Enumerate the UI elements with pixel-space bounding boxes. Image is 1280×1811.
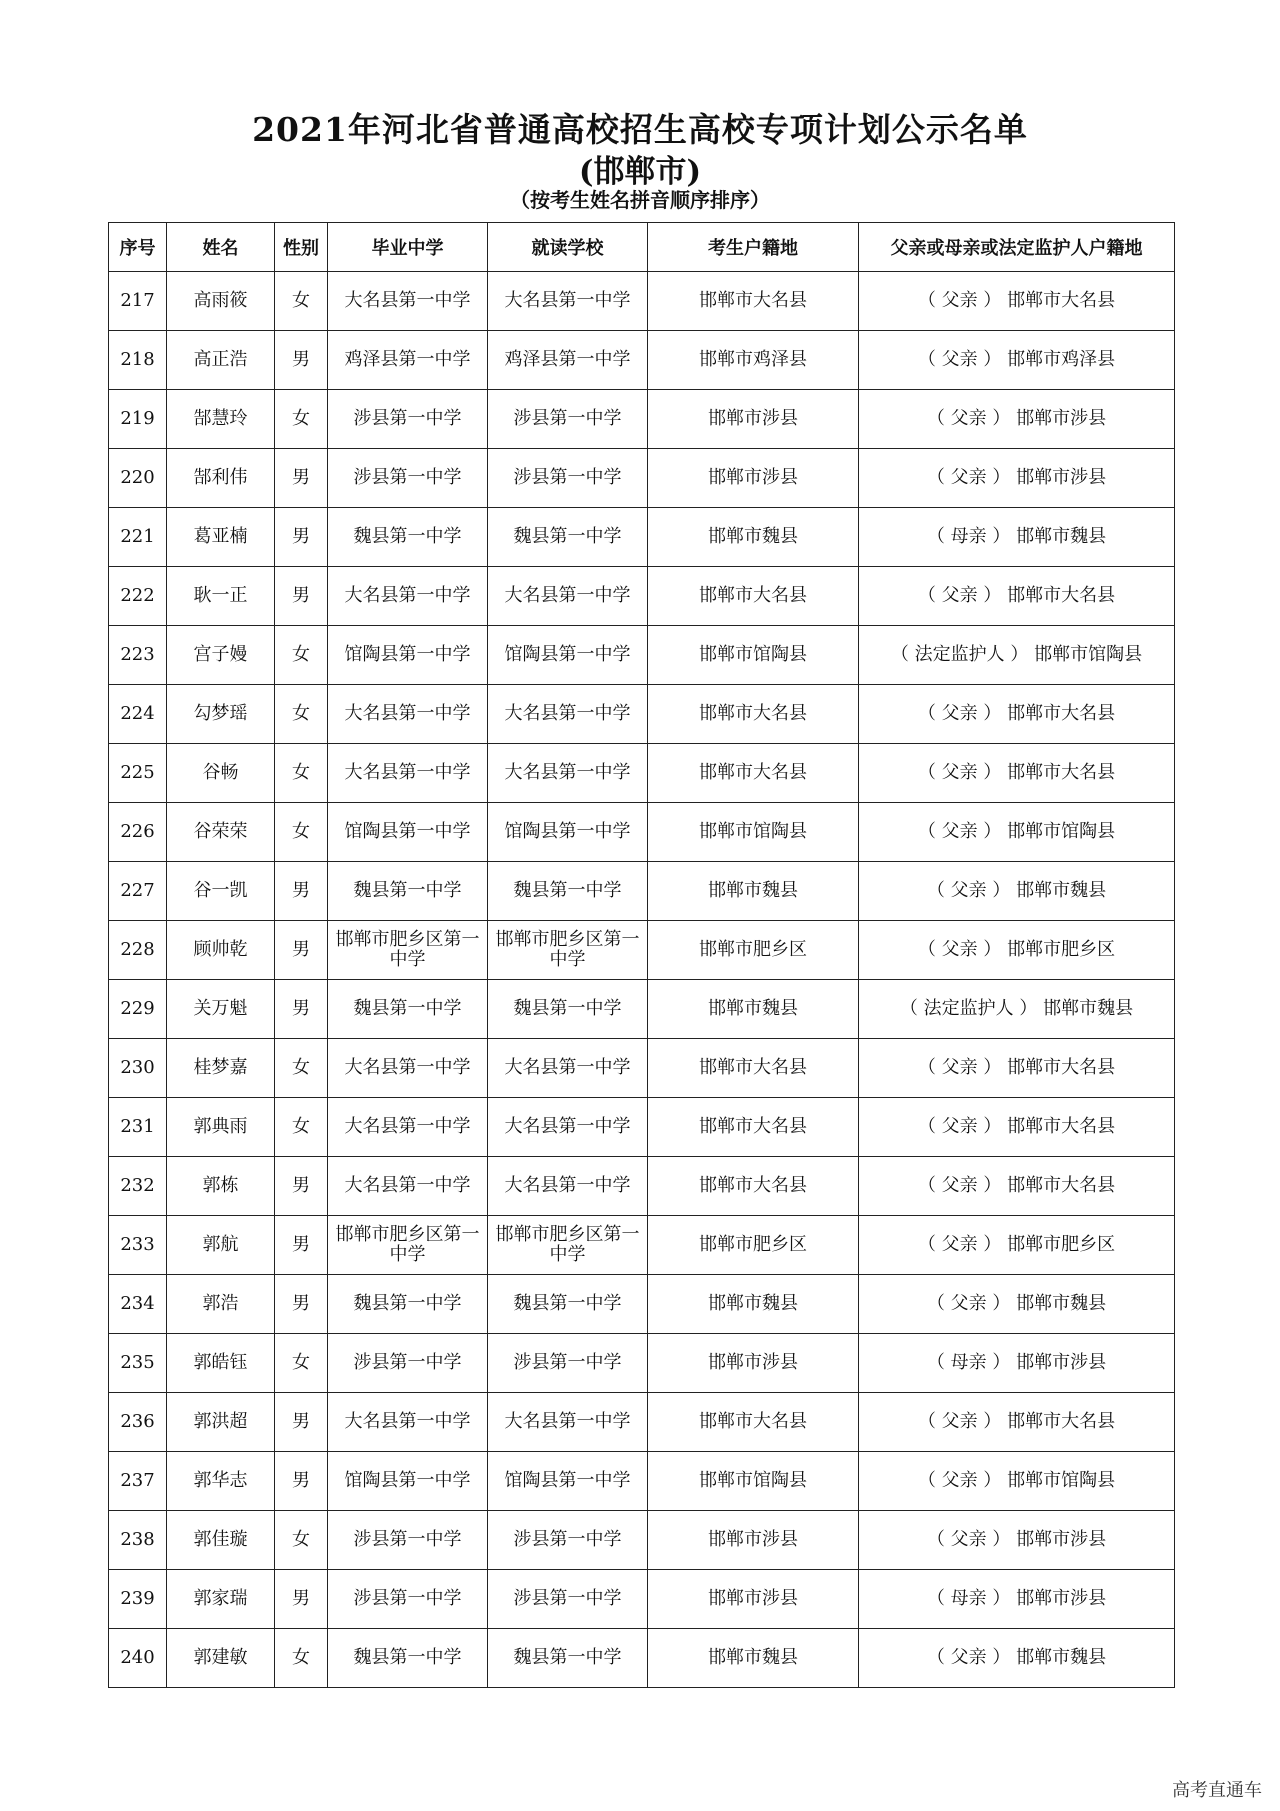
cell-guardian-household: （ 父亲 ） 邯郸市涉县 — [859, 449, 1175, 508]
cell-gender: 女 — [275, 390, 328, 449]
cell-gender: 女 — [275, 685, 328, 744]
cell-graduated-school: 涉县第一中学 — [328, 1570, 488, 1629]
cell-graduated-school: 魏县第一中学 — [328, 1629, 488, 1688]
cell-number: 222 — [109, 567, 167, 626]
cell-guardian-household: （ 父亲 ） 邯郸市肥乡区 — [859, 921, 1175, 980]
cell-graduated-school: 馆陶县第一中学 — [328, 803, 488, 862]
cell-graduated-school: 馆陶县第一中学 — [328, 626, 488, 685]
cell-current-school: 魏县第一中学 — [488, 862, 648, 921]
cell-household: 邯郸市涉县 — [648, 449, 859, 508]
cell-gender: 女 — [275, 744, 328, 803]
cell-current-school: 大名县第一中学 — [488, 685, 648, 744]
cell-guardian-household: （ 父亲 ） 邯郸市涉县 — [859, 390, 1175, 449]
cell-number: 230 — [109, 1039, 167, 1098]
cell-gender: 女 — [275, 1098, 328, 1157]
cell-current-school: 馆陶县第一中学 — [488, 1452, 648, 1511]
cell-name: 高雨筱 — [167, 272, 275, 331]
cell-current-school: 涉县第一中学 — [488, 1511, 648, 1570]
table-row — [109, 1275, 1175, 1334]
column-header: 性别 — [275, 223, 328, 272]
cell-guardian-household: （ 父亲 ） 邯郸市涉县 — [859, 1511, 1175, 1570]
cell-name: 郭洪超 — [167, 1393, 275, 1452]
cell-graduated-school: 大名县第一中学 — [328, 1039, 488, 1098]
cell-gender: 男 — [275, 862, 328, 921]
table-row — [109, 508, 1175, 567]
cell-name: 葛亚楠 — [167, 508, 275, 567]
cell-current-school: 魏县第一中学 — [488, 1275, 648, 1334]
cell-guardian-household: （ 父亲 ） 邯郸市大名县 — [859, 567, 1175, 626]
cell-name: 郭家瑞 — [167, 1570, 275, 1629]
cell-number: 232 — [109, 1157, 167, 1216]
cell-graduated-school: 大名县第一中学 — [328, 685, 488, 744]
cell-number: 226 — [109, 803, 167, 862]
cell-household: 邯郸市馆陶县 — [648, 1452, 859, 1511]
table-row — [109, 1452, 1175, 1511]
cell-current-school: 馆陶县第一中学 — [488, 803, 648, 862]
column-header: 序号 — [109, 223, 167, 272]
cell-name: 郭航 — [167, 1216, 275, 1275]
cell-gender: 男 — [275, 1452, 328, 1511]
cell-name: 郭佳璇 — [167, 1511, 275, 1570]
cell-gender: 男 — [275, 1157, 328, 1216]
table-row — [109, 449, 1175, 508]
cell-name: 郭典雨 — [167, 1098, 275, 1157]
cell-name: 郭皓钰 — [167, 1334, 275, 1393]
cell-gender: 男 — [275, 980, 328, 1039]
column-header: 父亲或母亲或法定监护人户籍地 — [859, 223, 1175, 272]
cell-gender: 男 — [275, 1216, 328, 1275]
cell-name: 郜利伟 — [167, 449, 275, 508]
cell-guardian-household: （ 父亲 ） 邯郸市肥乡区 — [859, 1216, 1175, 1275]
cell-name: 郜慧玲 — [167, 390, 275, 449]
cell-household: 邯郸市魏县 — [648, 508, 859, 567]
cell-household: 邯郸市鸡泽县 — [648, 331, 859, 390]
cell-graduated-school: 大名县第一中学 — [328, 744, 488, 803]
cell-guardian-household: （ 法定监护人 ） 邯郸市魏县 — [859, 980, 1175, 1039]
cell-name: 郭栋 — [167, 1157, 275, 1216]
cell-gender: 男 — [275, 331, 328, 390]
cell-number: 220 — [109, 449, 167, 508]
cell-graduated-school: 馆陶县第一中学 — [328, 1452, 488, 1511]
cell-current-school: 大名县第一中学 — [488, 567, 648, 626]
table-row — [109, 862, 1175, 921]
cell-gender: 女 — [275, 626, 328, 685]
cell-guardian-household: （ 父亲 ） 邯郸市大名县 — [859, 1039, 1175, 1098]
cell-guardian-household: （ 父亲 ） 邯郸市魏县 — [859, 1629, 1175, 1688]
cell-graduated-school: 大名县第一中学 — [328, 272, 488, 331]
cell-guardian-household: （ 父亲 ） 邯郸市馆陶县 — [859, 803, 1175, 862]
cell-graduated-school: 大名县第一中学 — [328, 1098, 488, 1157]
cell-name: 桂梦嘉 — [167, 1039, 275, 1098]
cell-name: 关万魁 — [167, 980, 275, 1039]
cell-gender: 男 — [275, 921, 328, 980]
cell-household: 邯郸市魏县 — [648, 980, 859, 1039]
cell-gender: 女 — [275, 1039, 328, 1098]
table-row — [109, 980, 1175, 1039]
table-row — [109, 567, 1175, 626]
cell-name: 郭浩 — [167, 1275, 275, 1334]
cell-number: 227 — [109, 862, 167, 921]
cell-household: 邯郸市大名县 — [648, 272, 859, 331]
cell-household: 邯郸市涉县 — [648, 1511, 859, 1570]
cell-guardian-household: （ 父亲 ） 邯郸市大名县 — [859, 1393, 1175, 1452]
cell-current-school: 魏县第一中学 — [488, 508, 648, 567]
cell-guardian-household: （ 父亲 ） 邯郸市大名县 — [859, 1098, 1175, 1157]
cell-number: 237 — [109, 1452, 167, 1511]
cell-number: 219 — [109, 390, 167, 449]
cell-graduated-school: 魏县第一中学 — [328, 508, 488, 567]
cell-number: 234 — [109, 1275, 167, 1334]
cell-household: 邯郸市大名县 — [648, 1393, 859, 1452]
cell-household: 邯郸市涉县 — [648, 1570, 859, 1629]
cell-gender: 男 — [275, 1393, 328, 1452]
cell-current-school: 涉县第一中学 — [488, 390, 648, 449]
table-row — [109, 1098, 1175, 1157]
cell-current-school: 邯郸市肥乡区第一中学 — [488, 1216, 648, 1275]
cell-name: 耿一正 — [167, 567, 275, 626]
cell-graduated-school: 邯郸市肥乡区第一中学 — [328, 921, 488, 980]
table-header-row — [109, 223, 1175, 272]
cell-gender: 男 — [275, 567, 328, 626]
cell-current-school: 大名县第一中学 — [488, 1039, 648, 1098]
cell-graduated-school: 涉县第一中学 — [328, 1511, 488, 1570]
table-row — [109, 331, 1175, 390]
table-row — [109, 744, 1175, 803]
cell-number: 231 — [109, 1098, 167, 1157]
table-row — [109, 803, 1175, 862]
cell-current-school: 大名县第一中学 — [488, 1393, 648, 1452]
cell-current-school: 鸡泽县第一中学 — [488, 331, 648, 390]
cell-guardian-household: （ 父亲 ） 邯郸市魏县 — [859, 862, 1175, 921]
cell-name: 宫子嫚 — [167, 626, 275, 685]
table-row — [109, 1629, 1175, 1688]
cell-name: 谷畅 — [167, 744, 275, 803]
table-row — [109, 272, 1175, 331]
table-row — [109, 390, 1175, 449]
cell-gender: 女 — [275, 272, 328, 331]
cell-number: 223 — [109, 626, 167, 685]
cell-guardian-household: （ 母亲 ） 邯郸市涉县 — [859, 1570, 1175, 1629]
cell-gender: 男 — [275, 449, 328, 508]
cell-current-school: 大名县第一中学 — [488, 1157, 648, 1216]
cell-guardian-household: （ 父亲 ） 邯郸市魏县 — [859, 1275, 1175, 1334]
cell-graduated-school: 大名县第一中学 — [328, 567, 488, 626]
cell-graduated-school: 魏县第一中学 — [328, 980, 488, 1039]
column-header: 考生户籍地 — [648, 223, 859, 272]
column-header: 姓名 — [167, 223, 275, 272]
cell-gender: 女 — [275, 1511, 328, 1570]
document-subtitle: (邯郸市) — [578, 154, 702, 190]
column-header: 就读学校 — [488, 223, 648, 272]
cell-name: 郭华志 — [167, 1452, 275, 1511]
cell-gender: 男 — [275, 508, 328, 567]
column-header: 毕业中学 — [328, 223, 488, 272]
cell-household: 邯郸市大名县 — [648, 1157, 859, 1216]
cell-household: 邯郸市大名县 — [648, 567, 859, 626]
cell-guardian-household: （ 母亲 ） 邯郸市涉县 — [859, 1334, 1175, 1393]
cell-current-school: 魏县第一中学 — [488, 1629, 648, 1688]
sort-note: （按考生姓名拼音顺序排序） — [510, 188, 770, 212]
cell-name: 谷荣荣 — [167, 803, 275, 862]
cell-graduated-school: 涉县第一中学 — [328, 1334, 488, 1393]
table-row — [109, 1570, 1175, 1629]
cell-graduated-school: 鸡泽县第一中学 — [328, 331, 488, 390]
cell-number: 217 — [109, 272, 167, 331]
cell-number: 239 — [109, 1570, 167, 1629]
cell-number: 240 — [109, 1629, 167, 1688]
cell-current-school: 涉县第一中学 — [488, 449, 648, 508]
cell-household: 邯郸市馆陶县 — [648, 803, 859, 862]
table-row — [109, 626, 1175, 685]
table-row — [109, 1157, 1175, 1216]
cell-current-school: 涉县第一中学 — [488, 1334, 648, 1393]
cell-household: 邯郸市大名县 — [648, 744, 859, 803]
table-row — [109, 1511, 1175, 1570]
watermark-text: 高考直通车 — [1172, 1780, 1262, 1801]
cell-household: 邯郸市肥乡区 — [648, 921, 859, 980]
cell-household: 邯郸市涉县 — [648, 390, 859, 449]
cell-name: 郭建敏 — [167, 1629, 275, 1688]
cell-name: 谷一凯 — [167, 862, 275, 921]
table-row — [109, 685, 1175, 744]
cell-graduated-school: 大名县第一中学 — [328, 1157, 488, 1216]
cell-number: 235 — [109, 1334, 167, 1393]
table-row — [109, 921, 1175, 980]
cell-household: 邯郸市魏县 — [648, 1629, 859, 1688]
cell-graduated-school: 涉县第一中学 — [328, 390, 488, 449]
table-row — [109, 1334, 1175, 1393]
cell-graduated-school: 大名县第一中学 — [328, 1393, 488, 1452]
cell-current-school: 邯郸市肥乡区第一中学 — [488, 921, 648, 980]
cell-graduated-school: 邯郸市肥乡区第一中学 — [328, 1216, 488, 1275]
cell-household: 邯郸市大名县 — [648, 1098, 859, 1157]
cell-gender: 女 — [275, 1334, 328, 1393]
cell-household: 邯郸市魏县 — [648, 862, 859, 921]
cell-household: 邯郸市肥乡区 — [648, 1216, 859, 1275]
cell-graduated-school: 魏县第一中学 — [328, 1275, 488, 1334]
cell-guardian-household: （ 父亲 ） 邯郸市大名县 — [859, 685, 1175, 744]
cell-guardian-household: （ 父亲 ） 邯郸市大名县 — [859, 272, 1175, 331]
cell-graduated-school: 魏县第一中学 — [328, 862, 488, 921]
cell-number: 224 — [109, 685, 167, 744]
cell-guardian-household: （ 母亲 ） 邯郸市魏县 — [859, 508, 1175, 567]
cell-number: 233 — [109, 1216, 167, 1275]
cell-name: 高正浩 — [167, 331, 275, 390]
cell-number: 218 — [109, 331, 167, 390]
cell-household: 邯郸市魏县 — [648, 1275, 859, 1334]
cell-current-school: 大名县第一中学 — [488, 744, 648, 803]
table-row — [109, 1393, 1175, 1452]
cell-guardian-household: （ 父亲 ） 邯郸市鸡泽县 — [859, 331, 1175, 390]
table-row — [109, 1216, 1175, 1275]
candidate-table — [108, 222, 1175, 1688]
cell-current-school: 涉县第一中学 — [488, 1570, 648, 1629]
table-body — [109, 272, 1175, 1688]
cell-current-school: 魏县第一中学 — [488, 980, 648, 1039]
cell-gender: 女 — [275, 1629, 328, 1688]
cell-gender: 男 — [275, 1275, 328, 1334]
cell-gender: 男 — [275, 1570, 328, 1629]
cell-number: 236 — [109, 1393, 167, 1452]
cell-graduated-school: 涉县第一中学 — [328, 449, 488, 508]
cell-name: 顾帅乾 — [167, 921, 275, 980]
cell-household: 邯郸市大名县 — [648, 1039, 859, 1098]
cell-number: 221 — [109, 508, 167, 567]
cell-gender: 女 — [275, 803, 328, 862]
cell-number: 238 — [109, 1511, 167, 1570]
cell-guardian-household: （ 父亲 ） 邯郸市大名县 — [859, 1157, 1175, 1216]
cell-current-school: 馆陶县第一中学 — [488, 626, 648, 685]
document-title: 2021年河北省普通高校招生高校专项计划公示名单 — [252, 110, 1028, 149]
cell-guardian-household: （ 父亲 ） 邯郸市大名县 — [859, 744, 1175, 803]
cell-current-school: 大名县第一中学 — [488, 272, 648, 331]
cell-name: 勾梦瑶 — [167, 685, 275, 744]
cell-current-school: 大名县第一中学 — [488, 1098, 648, 1157]
table-row — [109, 1039, 1175, 1098]
cell-guardian-household: （ 法定监护人 ） 邯郸市馆陶县 — [859, 626, 1175, 685]
cell-household: 邯郸市馆陶县 — [648, 626, 859, 685]
cell-household: 邯郸市大名县 — [648, 685, 859, 744]
cell-number: 228 — [109, 921, 167, 980]
cell-number: 225 — [109, 744, 167, 803]
cell-household: 邯郸市涉县 — [648, 1334, 859, 1393]
cell-number: 229 — [109, 980, 167, 1039]
cell-guardian-household: （ 父亲 ） 邯郸市馆陶县 — [859, 1452, 1175, 1511]
